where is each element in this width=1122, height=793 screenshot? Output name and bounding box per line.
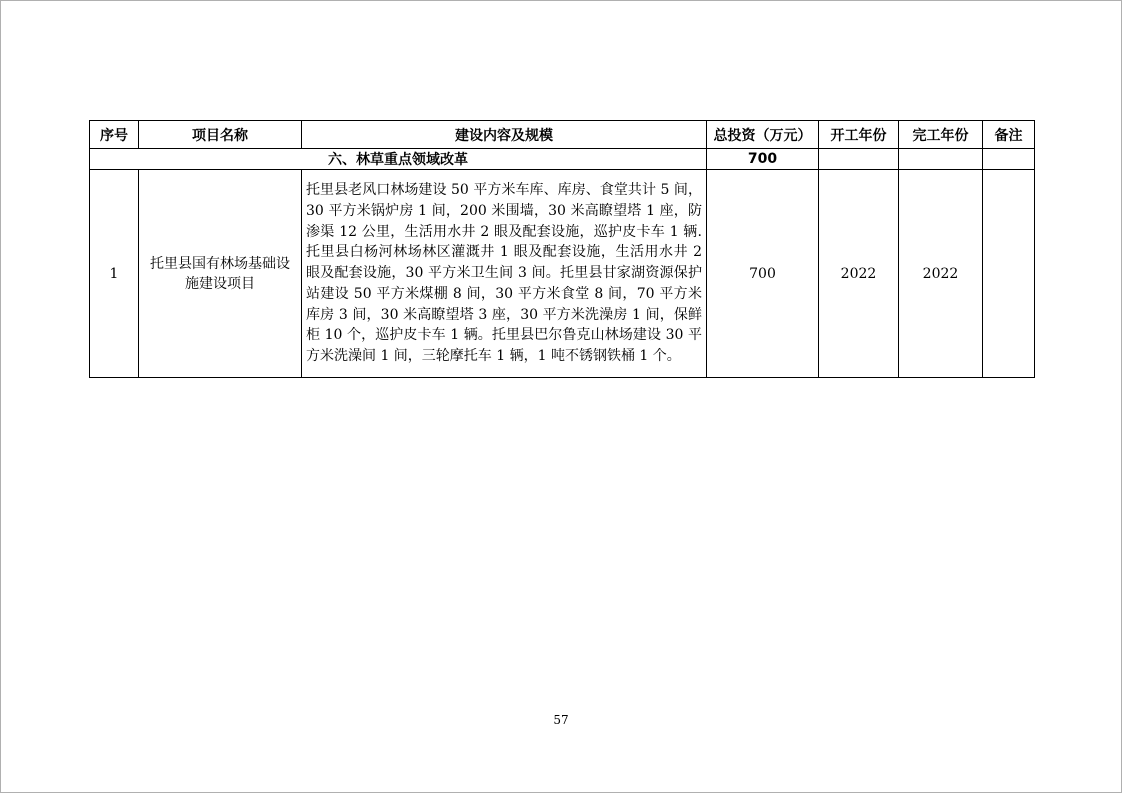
row-start-year: 2022 [819, 170, 899, 378]
row-project-name: 托里县国有林场基础设施建设项目 [139, 170, 302, 378]
header-content: 建设内容及规模 [302, 121, 707, 149]
header-index: 序号 [90, 121, 139, 149]
header-remarks: 备注 [983, 121, 1035, 149]
row-remarks [983, 170, 1035, 378]
header-row [90, 121, 1035, 149]
table-row [90, 170, 1035, 378]
row-end-year: 2022 [899, 170, 983, 378]
header-end-year: 完工年份 [899, 121, 983, 149]
row-content: 托里县老风口林场建设 50 平方米车库、库房、食堂共计 5 间，30 平方米锅炉房 1 间，200 米围墙，30 米高瞭望塔 1 座，防渗渠 12 公里，生活用水井 2 眼及配套设施，巡护皮卡车 1 辆. 托里县白杨河林场林区灌溉井 1 眼及配套设施，生活用水井 2 眼及配套设施，30 平方米卫生间 3 间。托里县甘家湖资源保护站建设 50 平方米煤棚 8 间，30 平方米食堂 8 间，70 平方米库房 3 间，30 米高瞭望塔 3 座，30 平方米洗澡房 1 间，保鲜柜 10 个，巡护皮卡车 1 辆。托里县巴尔鲁克山林场建设 30 平方米洗澡间 1 间，三轮摩托车 1 辆，1 吨不锈钢铁桶 1 个。 [302, 170, 707, 378]
row-investment: 700 [707, 170, 819, 378]
section-row [90, 149, 1035, 170]
header-start-year: 开工年份 [819, 121, 899, 149]
page-number: 57 [553, 713, 569, 727]
header-investment: 总投资（万元） [707, 121, 819, 149]
section-empty-end [899, 149, 983, 170]
project-table [89, 120, 1035, 378]
section-total: 700 [707, 149, 819, 170]
row-index: 1 [90, 170, 139, 378]
section-empty-start [819, 149, 899, 170]
section-title: 六、林草重点领域改革 [90, 149, 707, 170]
header-project-name: 项目名称 [139, 121, 302, 149]
section-empty-remarks [983, 149, 1035, 170]
